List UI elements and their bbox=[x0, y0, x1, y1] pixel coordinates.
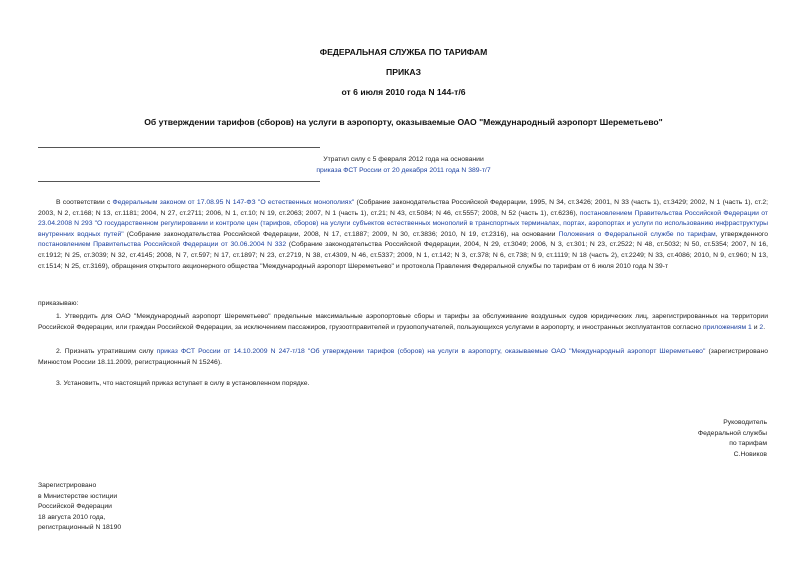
status-note-text: Утратил силу с 5 февраля 2012 года на основании bbox=[323, 156, 484, 163]
appendix-2-link[interactable]: 2 bbox=[759, 323, 764, 331]
registration-line: в Министерстве юстиции bbox=[38, 492, 118, 500]
signature-line: по тарифам bbox=[729, 440, 767, 448]
agency-heading: ФЕДЕРАЛЬНАЯ СЛУЖБА ПО ТАРИФАМ bbox=[319, 47, 488, 57]
government-decree-293-link[interactable]: постановлением Правительства Российской Федерации от 23.04.2008 N 293 "О государственном регулировании и контроле цен (тарифов, сборов) на услуги субъектов естественных монополий в транспортных терминалах, портах, аэропортах и услуги по использованию инфраструктуры внутренних водных путей" bbox=[38, 209, 769, 238]
repeal-order-link[interactable]: приказа ФСТ России от 20 декабря 2011 года N 389-т/7 bbox=[316, 166, 491, 174]
document-title: Об утверждении тарифов (сборов) на услуги в аэропорту, оказываемые ОАО "Международный аэропорт Шереметьево" bbox=[144, 117, 663, 127]
signature-line: Руководитель bbox=[723, 419, 767, 426]
registration-line: Зарегистрировано bbox=[38, 482, 97, 489]
registration-line: Российской Федерации bbox=[38, 503, 112, 511]
registration-block bbox=[38, 481, 121, 534]
repealed-order-link[interactable]: приказ ФСТ России от 14.10.2009 N 247-т/18 "Об утверждении тарифов (сборов) на услуги в аэропорту, оказываемые ОАО "Международный аэропорт Шереметьево" bbox=[156, 348, 706, 355]
signature-block bbox=[698, 418, 767, 460]
fts-regulation-link[interactable]: Положения о Федеральной службе по тарифам bbox=[558, 230, 716, 238]
orders-label: приказываю: bbox=[38, 300, 79, 307]
federal-law-link[interactable]: Федеральным законом от 17.08.95 N 147-ФЗ "О естественных монополиях" bbox=[112, 199, 355, 206]
separator-bottom bbox=[38, 181, 320, 182]
preamble-paragraph: В соответствии с Федеральным законом от 17.08.95 N 147-ФЗ "О естественных монополиях" (Собрание законодательства Российской Федерации, 1995, N 34, ст.3426; 2001, N 33 (часть 1), ст.3429; 2002, N 1 (часть 1), ст.2; 2003, N 2, ст.168; N 13, ст.1181; 2004, N 27, ст.2711; 2006, N 1, ст.10; N 19, ст.2063; 2007, N 1 (часть 1), ст.21; N 43, ст.5084; N 46, ст.5557; 2008, N 52 (часть 1), ст.6236), постановлением Правительства Российской Федерации от 23.04.2008 N 293 "О государственном регулировании и контроле цен (тарифов, сборов) на услуги субъектов естественных монополий в транспортных терминалах, портах, аэропортах и услуги по использованию инфраструктуры внутренних водных путей" (Собрание законодательства Российской Федерации, 2008, N 17, ст.1887; 2009, N 30, ст.3836; 2010, N 19, ст.2316), на основании Положения о Федеральной службе по тарифам, утвержденного постановлением Правительства Российской Федерации от 30.06.2004 N 332 (Собрание законодательства Российской Федерации, 2004, N 29, ст.3049; 2006, N 3, ст.301; N 23, ст.2522; N 48, ст.5032; N 50, ст.5354; 2007, N 16, ст.1912; N 25, ст.3039; N 32, ст.4145; 2008, N 7, ст.597; N 17, ст.1897; N 23, ст.2719, N 38, ст.4309, N 46, ст.5337; 2009, N 1, ст.142; N 3, ст.378; N 6, ст.738; N 9, ст.1119; N 18 (часть 2), ст.2249; N 33, ст.4086; 2010, N 9, ст.960; N 13, ст.1514; N 25, ст.3169), обращения открытого акционерного общества "Международный аэропорт Шереметьево" и протокола Правления Федеральной службы по тарифам от 6 июля 2010 года N 39-т bbox=[38, 199, 769, 270]
item-2: 2. Признать утратившим силу приказ ФСТ России от 14.10.2009 N 247-т/18 "Об утверждении тарифов (сборов) на услуги в аэропорту, оказываемые ОАО "Международный аэропорт Шереметьево" (зарегистрировано Минюстом России 18.11.2009, регистрационный N 15246). bbox=[38, 348, 768, 366]
registration-line: регистрационный N 18190 bbox=[38, 524, 122, 532]
item-1: 1. Утвердить для ОАО "Международный аэропорт Шереметьево" предельные максимальные аэропортовые сборы и тарифы за обслуживание воздушных судов юридических лиц, зарегистрированных на территории Российской Федерации, или граждан Российской Федерации, за исключением пассажиров, грузоотправителей и грузополучателей, пользующихся услугами в аэропорту, и иностранных эксплуатантов согласно приложениям 1 и 2. bbox=[38, 313, 768, 331]
signature-name: С.Новиков bbox=[733, 450, 767, 458]
appendix-1-link[interactable]: приложениям 1 bbox=[702, 323, 752, 331]
status-note bbox=[0, 155, 807, 176]
separator-top bbox=[38, 147, 320, 148]
registration-line: 18 августа 2010 года, bbox=[38, 513, 106, 521]
item-3: 3. Установить, что настоящий приказ вступает в силу в установленном порядке. bbox=[56, 380, 310, 387]
signature-line: Федеральной службы bbox=[697, 429, 767, 437]
date-line: от 6 июля 2010 года N 144-т/6 bbox=[341, 87, 466, 97]
government-decree-332-link[interactable]: постановлением Правительства Российской Федерации от 30.06.2004 N 332 bbox=[38, 241, 287, 249]
doc-type-heading: ПРИКАЗ bbox=[386, 67, 421, 77]
